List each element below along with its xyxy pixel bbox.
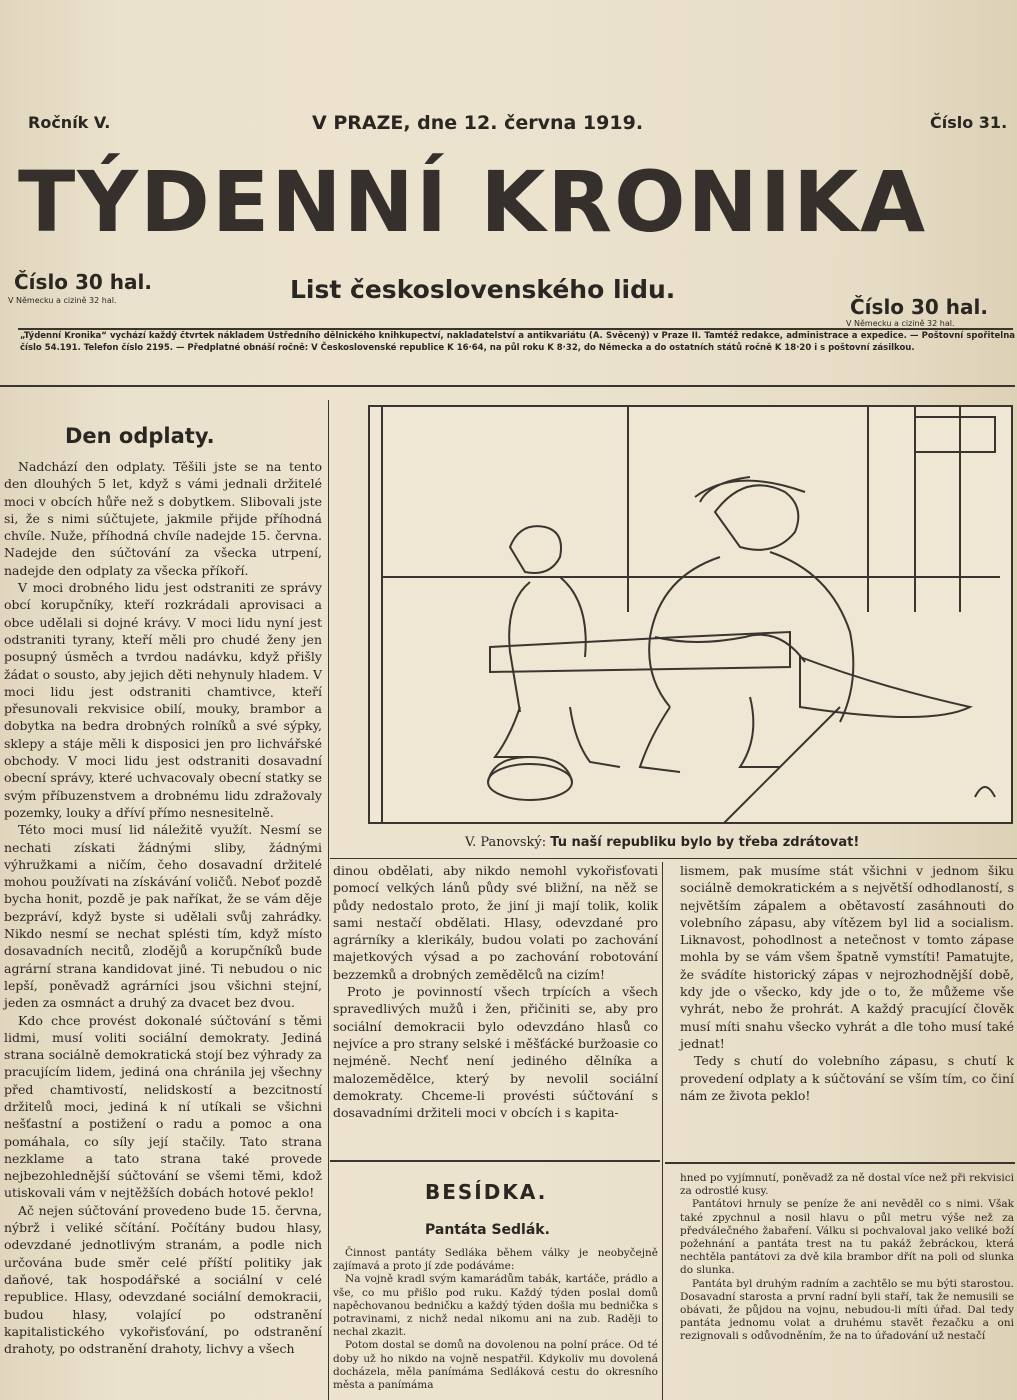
paragraph: Tedy s chutí do volebního zápasu, s chutí k provedení odplaty a k súčtování se vším tím, co činí nám ze života peklo! — [680, 1053, 1014, 1103]
issue-number: Číslo 31. — [930, 113, 1008, 132]
caption-author: V. Panovský: — [465, 835, 547, 850]
paragraph: hned po vyjímnutí, poněvadž za ně dostal více než při rekvisici za odrostlé kusy. — [680, 1172, 1014, 1198]
story-title: Pantáta Sedlák. — [425, 1222, 550, 1238]
article-column-1 — [4, 458, 322, 1357]
masthead-title: TÝDENNÍ KRONIKA — [18, 153, 928, 251]
paragraph: Činnost pantáty Sedláka během války je neobyčejně zajímavá a proto jí zde podáváme: — [333, 1247, 658, 1273]
story-column-3 — [680, 1172, 1014, 1344]
paragraph: Ač nejen súčtování provedeno bude 15. června, nýbrž i veliké sčítání. Počítány budou hlasy, odevzdané jednotlivým stranám, a podle nich určována bude směr celé příští politiky jak daňové, tak hospodářské a sociální v celé republice. Hlasy, odevzdané sociální demokracii, budou hlasy, volající po odstranění kapitalistického vykořisťování, po odstranění drahoty, po odstranění drahoty, lichvy a všech — [4, 1202, 322, 1357]
paragraph: V moci drobného lidu jest odstraniti ze správy obcí korupčníky, kteří rozkrádali aprovisaci a obce udělali si dojné krávy. V moci lidu nyní jest odstraniti tyrany, kteří měli pro chudé ženy jen posupný úsměch a tvrdou nadávku, když přišly žádat o sousto, aby jejich děti nehynuly hladem. V moci lidu jest odstraniti chamtivce, kteří přesunovali rekvisice obilí, mouky, brambor a dobytka na bedra drobných rolníků a své sýpky, sklepy a stáje měli k disposici jen pro lichvářské obchody. V moci lidu jest odstraniti dosavadní obecní správy, které uchvacovaly obecní statky se svým příbuzenstvem a drobnému lidu zdražovaly pozemky, louky a dříví přímo nesnesitelně. — [4, 580, 322, 820]
cartoon-illustration — [368, 405, 1013, 824]
volume-label: Ročník V. — [28, 113, 111, 132]
notice-rule — [0, 385, 1015, 387]
cartoon-drawing — [370, 407, 1011, 822]
price-right-note: V Německu a cizině 32 hal. — [846, 319, 955, 328]
section-rule — [665, 1162, 1015, 1164]
column-divider — [328, 400, 329, 1400]
paragraph: Této moci musí lid náležitě využít. Nesmí se nechati získati žádnými sliby, žádnými výhružkami a ničím, čeho dosavadní držitelé mohou používati na získávání voličů. Neboť pozdě bycha honit, pozdě je pak naříkat, že se vám děje bezpráví, když byste si udělali svůj zahrádky. Nikdo nesmí se nechat splésti tím, když místo dosavadních necitů, zlodějů a korupčníků bude agrární strana kandidovat jiné. Ti nebudou o nic lepší, poněvadž agrárníci jsou všichni stejní, jeden za osmnáct a druhý za dvacet bez dvou. — [4, 822, 322, 1011]
price-left-note: V Německu a cizině 32 hal. — [8, 296, 117, 305]
paragraph: Proto je povinností všech trpících a všech spravedlivých mužů i žen, přičiniti se, aby pro sociální demokracii bylo odevzdáno hlasů co nejvíce a pro strany selské i měšťácké buržoasie co nejméně. Nechť není jediného dělníka a malozemědělce, který by nevolil sociální demokraty. Chceme-li provésti súčtování s dosavadními držiteli moci v obcích i s kapita- — [333, 984, 658, 1121]
paragraph: Na vojně kradl svým kamarádům tabák, kartáče, prádlo a vše, co mu přišlo pod ruku. Každý týden poslal domů napěchovanou bedničku a každý týden došla mu bednička s potravinami, z nichž nedal nikomu ani na zub. Raději to nechal zkazit. — [333, 1273, 658, 1339]
section-title: BESÍDKA. — [425, 1180, 548, 1204]
caption-text: Tu naší republiku bylo by třeba zdrátovat! — [550, 835, 860, 850]
caption-rule — [330, 858, 1017, 859]
story-column-2 — [333, 1247, 658, 1392]
paragraph: Kdo chce provést dokonalé súčtování s těmi lidmi, musí voliti sociální demokraty. Jediná strana sociálně demokratická stojí bez výhrady za pracujícím lidem, jediná ona chránila jej všechny před chamtivostí, nelidskostí a bezcitností držitelů moci, jediná k ní utíkali se všichni nešťastní a postižení o radu a pomoc a ona pomáhala, co síly její stačily. Tato strana nezklame a tato strana také provede nejbezohlednější súčtování se všemi těmi, kdož utiskovali vám v nejtěžších dobách hotové peklo! — [4, 1012, 322, 1201]
paragraph: dinou obdělati, aby nikdo nemohl vykořisťovati pomocí velkých lánů půdy své bližní, na něž se půdy nedostalo proto, že jiní ji mají tolik, kolik sami nestačí obdělati. Hlasy, odevzdané pro agrárníky a klerikály, budou volati po zachování majetkových výsad a po zachování robotování bezzemků a drobných zemědělců na cizím! — [333, 863, 658, 982]
paragraph: lismem, pak musíme stát všichni v jednom šiku sociálně demokratickém a s největší odhodlaností, s největším zápalem a obětavostí zasáhnouti do volebního zápasu, aby vítězem byl lid a socialism. Liknavost, pohodlnost a netečnost v tomto zápase mohla by se vám všem špatně vymstíti! Pamatujte, že svádíte historický zápas v nejrozhodnější době, kdy jde o všecko, kdy jde o to, že můžeme vše vyhrát, nebo že prohrát. A každý pracující člověk musí míti snahu všecko vyhrát a dle toho musí také jednat! — [680, 863, 1014, 1051]
illustration-caption — [465, 835, 859, 850]
section-rule — [330, 1160, 660, 1162]
article-headline: Den odplaty. — [65, 424, 215, 448]
paragraph: Pantátovi hrnuly se peníze že ani nevěděl co s nimi. Však také zpychnul a nosil hlavu o půl metru výše než za předválečného žabaření. Válku si pochvaloval jako veliké boží požehnání a pantáta trest na tu pakáž žebráckou, která nechtěla pantátovi za dvě kila brambor dřít na poli od slunka do slunka. — [680, 1198, 1014, 1277]
price-left: Číslo 30 hal. — [14, 270, 152, 294]
article-column-3 — [680, 862, 1014, 1104]
column-divider — [662, 862, 663, 1400]
paragraph: Nadchází den odplaty. Těšili jste se na tento den dlouhých 5 let, když s vámi jednali držitelé moci v obcích hůře než s dobytkem. Slibovali jste si, že s nimi súčtujete, jakmile přijde příhodná chvíle. Nuže, příhodná chvíle nadejde 15. června. Nadejde den súčtování za všecka utrpení, nadejde den odplaty za všecka příkoří. — [4, 459, 322, 578]
dateline: V PRAZE, dne 12. června 1919. — [312, 112, 644, 134]
paragraph: Potom dostal se domů na dovolenou na polní práce. Od té doby už ho nikdo na vojně nespatřil. Kdykoliv mu dovolená docházela, měla panímáma Sedláková cestu do okresního města a panímáma — [333, 1339, 658, 1392]
article-column-2 — [333, 862, 658, 1121]
subtitle: List československého lidu. — [290, 275, 676, 304]
publication-notice: „Týdenní Kronika“ vychází každý čtvrtek nákladem Ústředního dělnického knihkupectví, nakladatelství a antikvariátu (A. Svěcený) v Praze II. Tamtéž redakce, administrace a expedice. — Poštovní spořitelna číslo 54.191. Telefon číslo 2195. — Předplatné obnáší ročně: V Československé republice K 16·64, na půl roku K 8·32, do Německa a do ostatních států ročně K 18·20 i s poštovní zásilkou. — [20, 331, 1015, 353]
price-right: Číslo 30 hal. — [850, 295, 988, 319]
paragraph: Pantáta byl druhým radním a zachtělo se mu býti starostou. Dosavadní starosta a první radní byli staří, tak že nemusili se obávati, že půjdou na vojnu, nebudou-li míti úřad. Dal tedy pantáta jednomu volat a druhému stavět řezačku a oni rezignovali s odůvodněním, že na to úřadování už nestačí — [680, 1277, 1014, 1343]
